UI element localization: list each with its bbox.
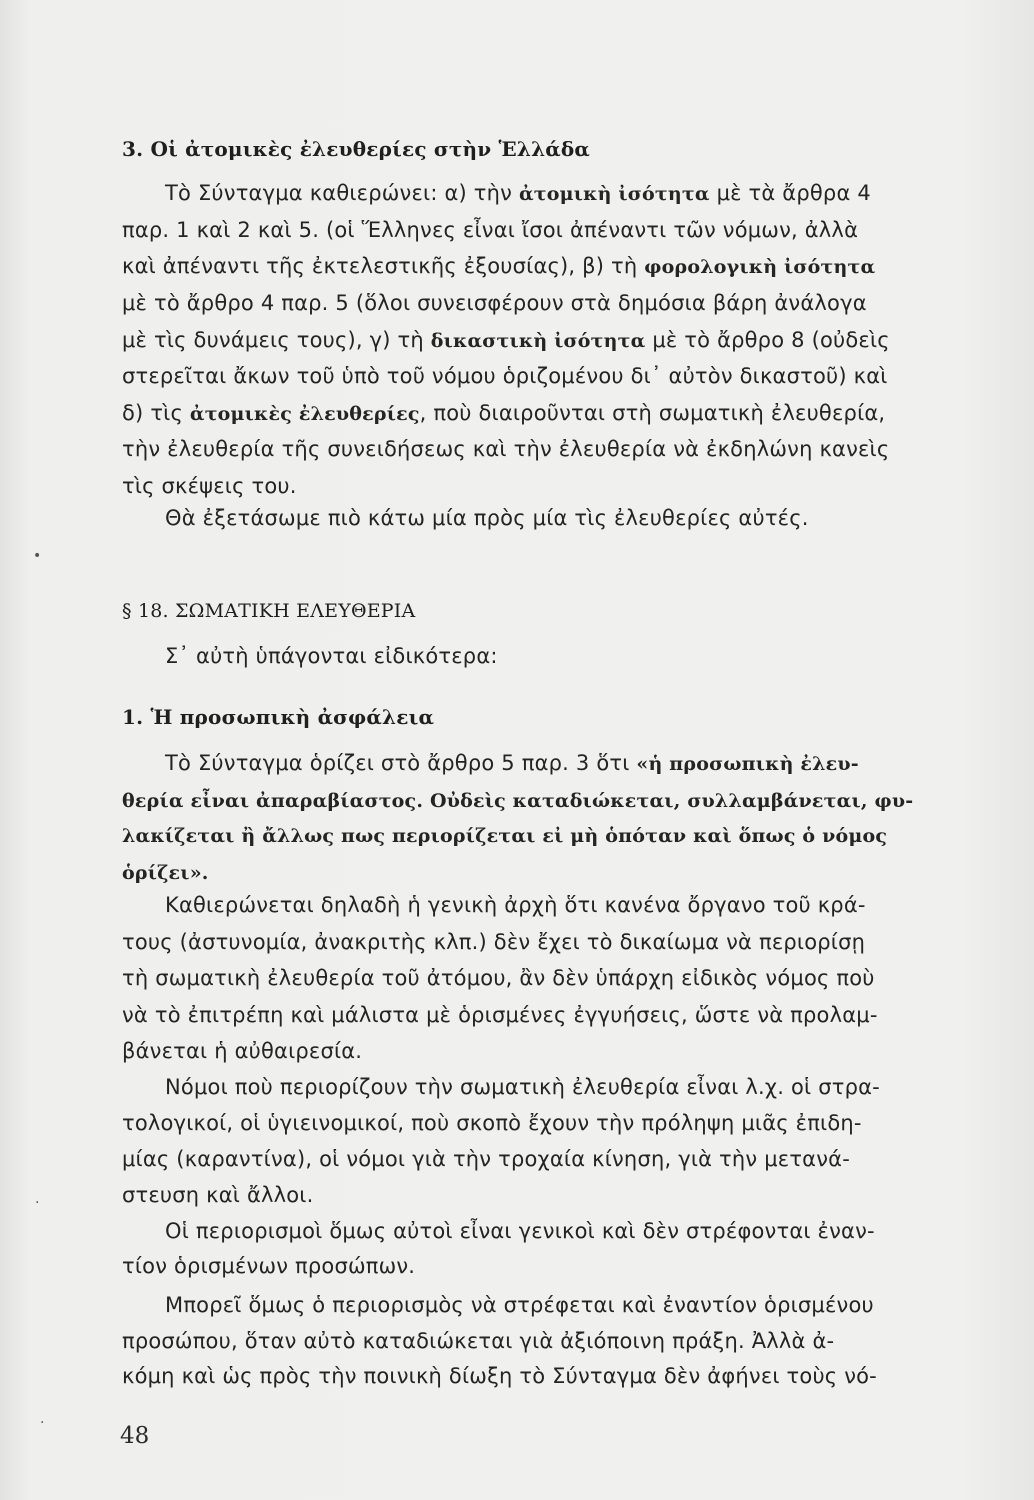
section-3-p1-line-7 (122, 401, 885, 425)
section-3-p2: Θὰ ἐξετάσωμε πιὸ κάτω μία πρὸς μία τὶς ἐλευθερίες αὐτές. (165, 506, 809, 530)
scan-speck-mark: · (35, 1195, 40, 1211)
sub1-p2-line-4: νὰ τὸ ἐπιτρέπη καὶ μάλιστα μὲ ὁρισμένες ἐγγυήσεις, ὥστε νὰ προλαμ- (122, 1003, 878, 1027)
sub1-p3-line-3: μίας (καραντίνα), οἱ νόμοι γιὰ τὴν τροχαία κίνηση, γιὰ τὴν μετανά- (122, 1147, 850, 1171)
text-run: μὲ τὸ ἄρθρο 8 (οὐδεὶς (645, 328, 890, 352)
sub1-p1-line-1 (165, 751, 859, 775)
quoted-law-text: «ἡ προσωπικὴ ἐλευ- (636, 753, 859, 775)
text-run: μὲ τὶς δυνάμεις τους), γ) τὴ (122, 328, 431, 352)
quoted-law-text: λακίζεται ἢ ἄλλως πως περιορίζεται εἰ μὴ ὁπόταν καὶ ὅπως ὁ νόμος (122, 825, 888, 847)
text-run: Τὸ Σύνταγμα ὁρίζει στὸ ἄρθρο 5 παρ. 3 ὅτι (165, 751, 637, 775)
text-run: καὶ ἀπέναντι τῆς ἐκτελεστικῆς ἐξουσίας), β) τὴ (122, 254, 645, 278)
scan-speck-mark: • (33, 548, 42, 564)
subsection-1-heading: 1. Ἡ προσωπικὴ ἀσφάλεια (122, 705, 435, 729)
section-3-p1-line-6 (122, 364, 888, 388)
emphasis-text: δικαστικὴ ἰσότητα (430, 330, 646, 352)
emphasis-text: ἀτομικὴ ἰσότητα (518, 183, 710, 205)
sub1-p4-line-2: τίον ὁρισμένων προσώπων. (122, 1254, 416, 1278)
section-3-p1-line-9 (122, 474, 297, 498)
text-run: μὲ τὸ ἄρθρο 4 παρ. 5 (ὅλοι συνεισφέρουν στὰ δημόσια βάρη ἀνάλογα (122, 291, 867, 315)
sub1-p2-line-2: τους (ἀστυνομία, ἀνακριτὴς κλπ.) δὲν ἔχει τὸ δικαίωμα νὰ περιορίσῃ (122, 930, 866, 954)
sub1-p2-line-3: τὴ σωματικὴ ἐλευθερία τοῦ ἀτόμου, ἂν δὲν ὑπάρχη εἰδικὸς νόμος ποὺ (122, 966, 875, 990)
section-3-heading: 3. Οἱ ἀτομικὲς ἐλευθερίες στὴν Ἑλλάδα (122, 137, 591, 161)
section-3-p1-line-8 (122, 437, 889, 461)
text-run: παρ. 1 καὶ 2 καὶ 5. (οἱ Ἕλληνες εἶναι ἴσοι ἀπέναντι τῶν νόμων, ἀλλὰ (122, 218, 859, 242)
sub1-p3-line-2: τολογικοί, οἱ ὑγιεινομικοί, ποὺ σκοπὸ ἔχουν τὴν πρόληψη μιᾶς ἐπιδη- (122, 1111, 862, 1135)
quoted-law-text: ὁρίζει». (122, 862, 209, 884)
section-3-p1-line-2 (122, 218, 858, 242)
sub1-p2-line-5: βάνεται ἡ αὐθαιρεσία. (122, 1039, 363, 1063)
text-run: , ποὺ διαιροῦνται στὴ σωματικὴ ἐλευθερία, (419, 401, 886, 425)
section-3-p1-line-3 (122, 254, 875, 278)
page-number: 48 (120, 1423, 150, 1449)
sub1-p5-line-3: κόμη καὶ ὡς πρὸς τὴν ποινικὴ δίωξη τὸ Σύνταγμα δὲν ἀφήνει τοὺς νό- (122, 1364, 877, 1388)
sub1-p5-line-2: προσώπου, ὅταν αὐτὸ καταδιώκεται γιὰ ἀξιόποινη πράξη. Ἀλλὰ ἀ- (122, 1329, 835, 1353)
scan-speck-mark: · (40, 1415, 45, 1431)
text-run: Τὸ Σύνταγμα καθιερώνει: α) τὴν (165, 181, 519, 205)
sub1-p3-line-1: Νόμοι ποὺ περιορίζουν τὴν σωματικὴ ἐλευθερία εἶναι λ.χ. οἱ στρα- (165, 1075, 880, 1099)
sub1-p4-line-1: Οἱ περιορισμοὶ ὅμως αὐτοὶ εἶναι γενικοὶ καὶ δὲν στρέφονται ἐναν- (165, 1219, 875, 1243)
section-18-heading: § 18. ΣΩΜΑΤΙΚΗ ΕΛΕΥΘΕΡΙΑ (122, 600, 416, 622)
section-3-p1-line-1 (165, 181, 871, 205)
section-3-p1-line-4 (122, 291, 867, 315)
emphasis-text: ἀτομικὲς ἐλευθερίες (189, 403, 420, 425)
quoted-law-text: θερία εἶναι ἀπαραβίαστος. Οὐδεὶς καταδιώκεται, συλλαμβάνεται, φυ- (122, 790, 914, 812)
sub1-p1-line-4 (122, 860, 209, 884)
text-run: μὲ τὰ ἄρθρα 4 (709, 181, 871, 205)
sub1-p5-line-1: Μπορεῖ ὅμως ὁ περιορισμὸς νὰ στρέφεται καὶ ἐναντίον ὁρισμένου (165, 1293, 874, 1317)
emphasis-text: φορολογικὴ ἰσότητα (644, 256, 876, 278)
sub1-p1-line-2 (122, 788, 913, 812)
text-run: τὴν ἐλευθερία τῆς συνειδήσεως καὶ τὴν ἐλευθερία νὰ ἐκδηλώνη κανεὶς (122, 437, 890, 461)
text-run: δ) τὶς (122, 401, 190, 425)
sub1-p2-line-1: Καθιερώνεται δηλαδὴ ἡ γενικὴ ἀρχὴ ὅτι κανένα ὄργανο τοῦ κρά- (165, 893, 866, 917)
text-run: τὶς σκέψεις του. (122, 474, 297, 498)
section-3-p1-line-5 (122, 328, 890, 352)
sub1-p3-line-4: στευση καὶ ἄλλοι. (122, 1183, 314, 1207)
sub1-p1-line-3 (122, 823, 887, 847)
text-run: στερεῖται ἄκων τοῦ ὑπὸ τοῦ νόμου ὁριζομένου δι᾽ αὐτὸν δικαστοῦ) καὶ (122, 364, 888, 388)
section-18-intro: Σ᾽ αὐτὴ ὑπάγονται εἰδικότερα: (165, 644, 498, 668)
